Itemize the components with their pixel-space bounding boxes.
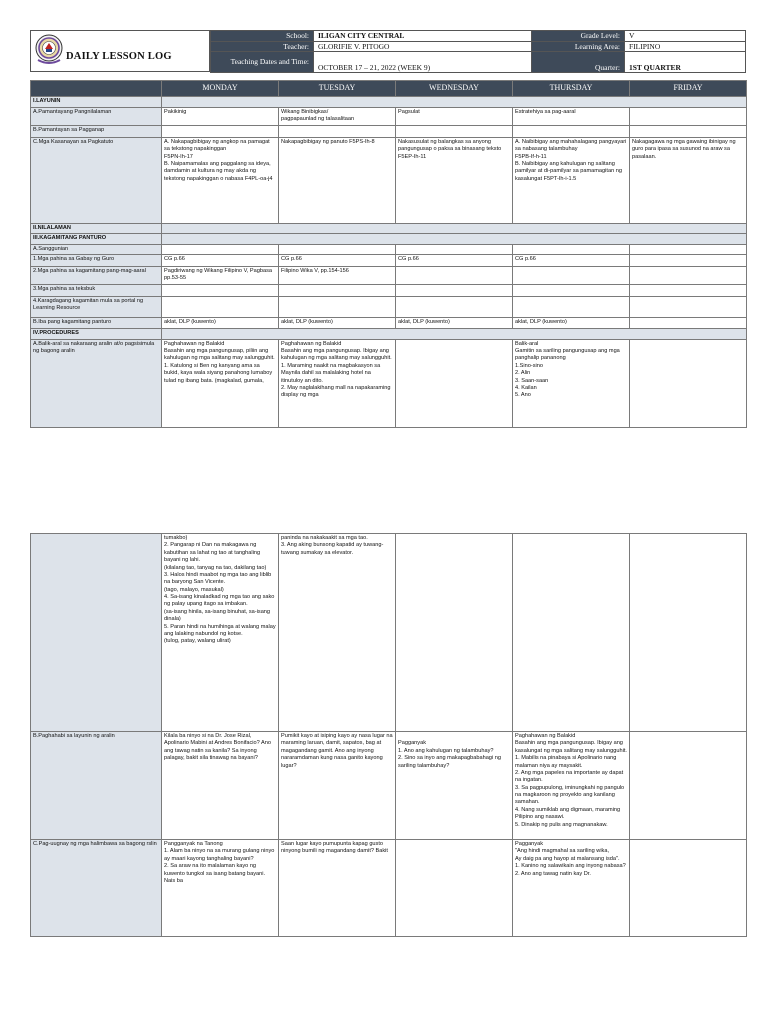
row-label: B.Pamantayan sa Pagganap <box>31 125 162 137</box>
school-row <box>211 31 532 42</box>
header-info-left <box>210 30 532 73</box>
day-thursday: THURSDAY <box>513 81 630 97</box>
table-row <box>31 339 747 427</box>
cell-wednesday <box>396 296 513 317</box>
row-label: 4.Karagdagang kagamitan mula sa portal ng Learning Resource <box>31 296 162 317</box>
cell-monday: Pagdiriwang ng Wikang Filipino V, Pagbasa pp.53-55 <box>162 266 279 284</box>
cell-wednesday <box>396 534 513 732</box>
grade-row <box>532 31 746 42</box>
row-label: B.Paghahabi sa layunin ng aralin <box>31 732 162 840</box>
cell-wednesday <box>396 339 513 427</box>
grade-value: V <box>625 31 746 42</box>
cell-wednesday <box>396 284 513 296</box>
cell-friday <box>630 266 747 284</box>
cell-friday <box>630 840 747 937</box>
school-value: ILIGAN CITY CENTRAL <box>314 31 532 42</box>
cell-wednesday <box>396 266 513 284</box>
cell-monday: Kilala ba ninyo si na Dr. Jose Rizal, Apolinario Mabini at Andres Bonifacio? Ano ang tawag natin sa kanila? Sa inyong palagay, bakit sila tinawag na bayani? <box>162 732 279 840</box>
section-label: II.NILALAMAN <box>31 223 162 233</box>
quarter-row <box>532 52 746 73</box>
cell-friday <box>630 732 747 840</box>
cell-monday: aklat, DLP (kuwento) <box>162 317 279 328</box>
cell-tuesday <box>279 125 396 137</box>
cell-monday: Pangganyak na Tanong 1. Alam ba ninyo na sa murang gulang ninyo ay maari kayong tanghaling bayani? 2. Sa araw na ito malalaman kayo ng kuwento tungkol sa isang batang bayani. Nais ba <box>162 840 279 937</box>
quarter-value: 1ST QUARTER <box>625 52 746 73</box>
section-row <box>31 328 747 339</box>
section-row <box>31 223 747 233</box>
grade-label: Grade Level: <box>532 31 625 42</box>
cell-thursday <box>513 296 630 317</box>
cell-monday: CG p.66 <box>162 254 279 266</box>
section-fill <box>162 328 747 339</box>
section-row <box>31 234 747 244</box>
row-label: B.Iba pang kagamitang panturo <box>31 317 162 328</box>
dates-label: Teaching Dates and Time: <box>211 52 314 73</box>
cell-thursday <box>513 534 630 732</box>
dates-row <box>211 52 532 73</box>
table-row <box>31 284 747 296</box>
corner-cell <box>31 81 162 97</box>
row-label <box>31 534 162 732</box>
cell-friday <box>630 534 747 732</box>
cell-friday <box>630 108 747 126</box>
table-row <box>31 137 747 223</box>
cell-wednesday: aklat, DLP (kuwento) <box>396 317 513 328</box>
row-label: C.Pag-uugnay ng mga halimbawa sa bagong rslin <box>31 840 162 937</box>
cell-monday <box>162 284 279 296</box>
section-label: III.KAGAMITANG PANTURO <box>31 234 162 244</box>
area-value: FILIPINO <box>625 41 746 52</box>
cell-wednesday: CG p.66 <box>396 254 513 266</box>
cell-friday <box>630 125 747 137</box>
cell-thursday: Pagganyak "Ang hindi magmahal sa sariling wika, Ay daig pa ang hayop at malansang isda". 1. Kanino ng salawikain ang inyong nabasa? 2. Ano ang tawag natin kay Dr. <box>513 840 630 937</box>
cell-tuesday: Saan lugar kayo pumupunta kapag gusto ninyong bumili ng magandang damit? Bakit <box>279 840 396 937</box>
day-header-row <box>31 81 747 97</box>
deped-seal-icon <box>34 33 64 67</box>
cell-monday <box>162 125 279 137</box>
day-tuesday: TUESDAY <box>279 81 396 97</box>
table-row <box>31 317 747 328</box>
area-row <box>532 41 746 52</box>
table-row <box>31 534 747 732</box>
cell-tuesday: Nakapagbibigay ng panuto F5PS-Ih-8 <box>279 137 396 223</box>
cell-monday <box>162 244 279 254</box>
row-label: 2.Mga pahina sa kagamitang pang-mag-aaral <box>31 266 162 284</box>
cell-thursday: Estratehiya sa pag-aaral <box>513 108 630 126</box>
cell-wednesday: Pagganyak 1. Ano ang kahulugan ng talambuhay? 2. Sino sa inyo ang makapagbabahagi ng sariling talambuhay? <box>396 732 513 840</box>
cell-wednesday <box>396 840 513 937</box>
day-wednesday: WEDNESDAY <box>396 81 513 97</box>
header-info-right <box>531 30 746 73</box>
cell-friday <box>630 339 747 427</box>
table-row <box>31 244 747 254</box>
day-friday: FRIDAY <box>630 81 747 97</box>
cell-tuesday: Wikang Binibigkas/ pagpapaunlad ng talasalitaan <box>279 108 396 126</box>
cell-wednesday <box>396 244 513 254</box>
row-label: A.Balik-aral sa nakaraang aralin at/o pagsisimula ng bagong aralin <box>31 339 162 427</box>
cell-thursday: Paghahawan ng Balakid Basahin ang mga pangungusap. Ibigay ang kasalungat ng mga salitang may salungguhit. 1. Mabilis na pinabaya si Apolinario nang malaman niya ay maysakit. 2. Ang mga papeles na importante ay dapat na ingatan. 3. Sa pagpupulong, iminungkahi ng pangulo na magkaroon ng proyekto ang kanilang samahan. 4. Nang sumiklab ang digmaan, maraming Pilipino ang nasawi. 5. Dinakip ng pulis ang magnanakaw. <box>513 732 630 840</box>
table-row <box>31 254 747 266</box>
quarter-label: Quarter: <box>532 52 625 73</box>
table-row <box>31 125 747 137</box>
section-fill <box>162 97 747 108</box>
cell-tuesday: CG p.66 <box>279 254 396 266</box>
cell-tuesday: Filipino Wika V, pp.154-156 <box>279 266 396 284</box>
cell-tuesday: Paghahawan ng Balakid Basahin ang mga pangungusap. Ibigay ang kahulugan ng mga salitang may salungguhit. 1. Maraming naakit na magbakasyon sa Maynila dahil sa malalaking hotel na itinutuloy an dito. 2. May naglalakihang mall na napakaraming display ng mga <box>279 339 396 427</box>
cell-friday <box>630 317 747 328</box>
cell-monday: Pakikinig <box>162 108 279 126</box>
cell-monday: tumakbo) 2. Pangarap ni Dan na makagawa ng kabutihan sa lahat ng tao at tanghaling bayani ng lahi. (kilalang tao, tanyag na tao, dakilang tao) 3. Halos hindi maabot ng mga tao ang liblib na baryong San Vicente. (tago, malayo, masukal) 4. Sa-isang kinaladkad ng mga tao ang sako ng palay upang itago sa imbakan. (sa-isang hinila, sa-isang binuhat, sa-isang dinala) 5. Paran hindi na humihinga at walang malay ang lalaking nabundol ng kotse. (tulog, patay, walang ulirat) <box>162 534 279 732</box>
cell-monday <box>162 296 279 317</box>
cell-tuesday: aklat, DLP (kuwento) <box>279 317 396 328</box>
cell-tuesday: Pumikit kayo at isiping kayo ay nasa lugar na maraming laruan, damit, sapatos, bag at magagandang gamit. Ano ang inyong nararamdaman kung nasa ganito kayong lugar? <box>279 732 396 840</box>
day-monday: MONDAY <box>162 81 279 97</box>
cell-thursday <box>513 125 630 137</box>
section-row <box>31 97 747 108</box>
cell-friday <box>630 244 747 254</box>
cell-thursday: Balik-aral Gamitin sa sariling pangungusap ang mga panghalip pananong 1.Sino-sino 2. Alin 3. Saan-saan 4. Kailan 5. Ano <box>513 339 630 427</box>
cell-friday: Nakagagawa ng mga gawaing ibinigay ng guro para ipasa sa susunod na araw sa pasalaan. <box>630 137 747 223</box>
cell-tuesday <box>279 284 396 296</box>
cell-monday: Paghahawan ng Balakid Basahin ang mga pangungusap, piliin ang kahulugan ng mga salitang may salungguhit. 1. Katulong si Ben ng kanyang ama sa bukid, kaya wala siyang panahong lumaboy tulad ng ibang bata. (magkalad, gumala, <box>162 339 279 427</box>
area-label: Learning Area: <box>532 41 625 52</box>
cell-wednesday: Pagsulat <box>396 108 513 126</box>
section-label: I.LAYUNIN <box>31 97 162 108</box>
cell-thursday: CG p.66 <box>513 254 630 266</box>
row-label: 1.Mga pahina sa Gabay ng Guro <box>31 254 162 266</box>
row-label: 3.Mga pahina sa teksbuk <box>31 284 162 296</box>
cell-thursday <box>513 284 630 296</box>
table-row <box>31 732 747 840</box>
cell-monday: A. Nakapagbibigay ng angkop na pamagat sa tekstong napakinggan F5PN-Ih-17 B. Naipamamalas ang paggalang sa ideya, damdamin at kultura ng may akda ng tekstong napakinggan o nabasa F4PL-oa-j4 <box>162 137 279 223</box>
cell-tuesday <box>279 244 396 254</box>
section-fill <box>162 234 747 244</box>
row-label: A.Sanggunian <box>31 244 162 254</box>
dates-value: OCTOBER 17 – 21, 2022 (WEEK 9) <box>314 52 532 73</box>
row-label: A.Pamantayang Pangnilalaman <box>31 108 162 126</box>
cell-tuesday <box>279 296 396 317</box>
table-row <box>31 108 747 126</box>
section-fill <box>162 223 747 233</box>
table-row <box>31 840 747 937</box>
cell-thursday: A. Naibibigay ang mahahalagang pangyayari sa nabasang talambuhay F5PB-If-h-11 B. Naibibigay ang kahulugan ng salitang pamilyar at di-pamilyar sa pamamagitan ng kasalungat F5PT-Ih-i-1.5 <box>513 137 630 223</box>
cell-friday <box>630 254 747 266</box>
teacher-label: Teacher: <box>211 41 314 52</box>
lesson-table-page1 <box>30 80 747 428</box>
row-label: C.Mga Kasanayan sa Pagkatuto <box>31 137 162 223</box>
cell-wednesday: Nakasusulat ng balangkas sa anyong pangungusap o paksa sa binasang teksto F5EP-Ih-11 <box>396 137 513 223</box>
teacher-value: GLORIFIE V. PITOGO <box>314 41 532 52</box>
cell-thursday <box>513 244 630 254</box>
cell-friday <box>630 284 747 296</box>
cell-tuesday: paninda na nakakaakit sa mga tao. 3. Ang aking bunsong kapatid ay tuwang-tuwang sumakay sa elevator. <box>279 534 396 732</box>
table-row <box>31 266 747 284</box>
cell-thursday: aklat, DLP (kuwento) <box>513 317 630 328</box>
table-row <box>31 296 747 317</box>
teacher-row <box>211 41 532 52</box>
lesson-table-page2 <box>30 533 747 937</box>
cell-wednesday <box>396 125 513 137</box>
school-label: School: <box>211 31 314 42</box>
cell-thursday <box>513 266 630 284</box>
cell-friday <box>630 296 747 317</box>
section-label: IV.PROCEDURES <box>31 328 162 339</box>
document-title: DAILY LESSON LOG <box>66 51 172 62</box>
